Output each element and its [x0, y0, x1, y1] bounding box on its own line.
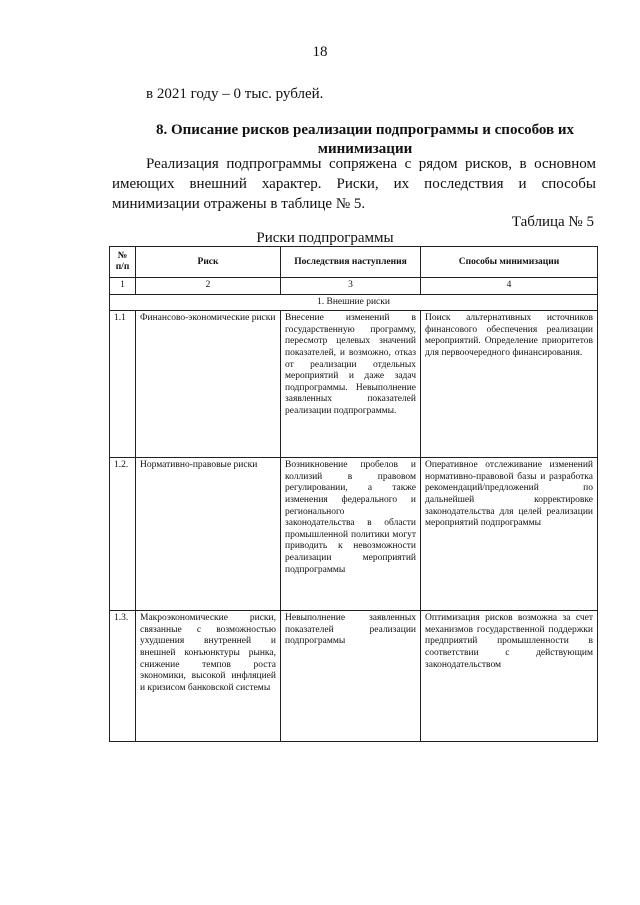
table-row: [110, 311, 598, 458]
table-number: Таблица № 5: [511, 214, 594, 230]
section-heading: 8. Описание рисков реализации подпрограммы и способов их минимизации: [155, 122, 575, 157]
column-index: 2: [136, 278, 281, 295]
column-index-row: [110, 278, 598, 295]
table-header-row: [110, 247, 598, 278]
row-mitigation: Оперативное отслеживание изменений нормативно-правовой базы и разработка рекомендаций/предложений по дальнейшей корректировке законодательства для целей реализации мероприятий подпрограммы: [421, 458, 598, 611]
row-mitigation: Поиск альтернативных источников финансового обеспечения реализации мероприятий. Определение приоритетов для первоочередного финансирования.: [421, 311, 598, 458]
header-risk: Риск: [136, 247, 281, 278]
header-consequences: Последствия наступления: [281, 247, 421, 278]
table-caption: Риски подпрограммы: [256, 230, 394, 246]
risks-table: [109, 246, 598, 742]
intro-line: в 2021 году – 0 тыс. рублей.: [146, 86, 324, 102]
row-num: 1.3.: [110, 611, 136, 742]
page-number: 18: [312, 44, 328, 60]
row-consequences: Возникновение пробелов и коллизий в правовом регулировании, а также изменения федерального и регионального законодательства в области промышленной политики могут приводить к невозможности реализации мероприятий подпрограммы: [281, 458, 421, 611]
row-mitigation: Оптимизация рисков возможна за счет механизмов государственной поддержки предприятий промышленности в соответствии с действующим законодательством: [421, 611, 598, 742]
row-num: 1.2.: [110, 458, 136, 611]
table-row: [110, 611, 598, 742]
row-risk: Макроэкономические риски, связанные с возможностью ухудшения внутренней и внешней конъюнктуры рынка, снижение темпов роста экономики, высокой инфляцией и кризисом банковской системы: [136, 611, 281, 742]
group-title: 1. Внешние риски: [110, 294, 598, 311]
table-row: [110, 458, 598, 611]
column-index: 3: [281, 278, 421, 295]
header-num: № п/п: [110, 247, 136, 278]
column-index: 4: [421, 278, 598, 295]
row-risk: Финансово-экономические риски: [136, 311, 281, 458]
row-consequences: Внесение изменений в государственную программу, пересмотр целевых значений показателей, и возможно, отказ от реализации отдельных мероприятий и даже задач подпрограммы. Невыполнение заявленных показателей реализации подпрограммы.: [281, 311, 421, 458]
body-paragraph: Реализация подпрограммы сопряжена с рядом рисков, в основном имеющих внешний характер. Риски, их последствия и способы минимизации отражены в таблице № 5.: [112, 156, 596, 212]
header-mitigation: Способы минимизации: [421, 247, 598, 278]
row-consequences: Невыполнение заявленных показателей реализации подпрограммы: [281, 611, 421, 742]
group-row: [110, 294, 598, 311]
column-index: 1: [110, 278, 136, 295]
row-risk: Нормативно-правовые риски: [136, 458, 281, 611]
row-num: 1.1: [110, 311, 136, 458]
